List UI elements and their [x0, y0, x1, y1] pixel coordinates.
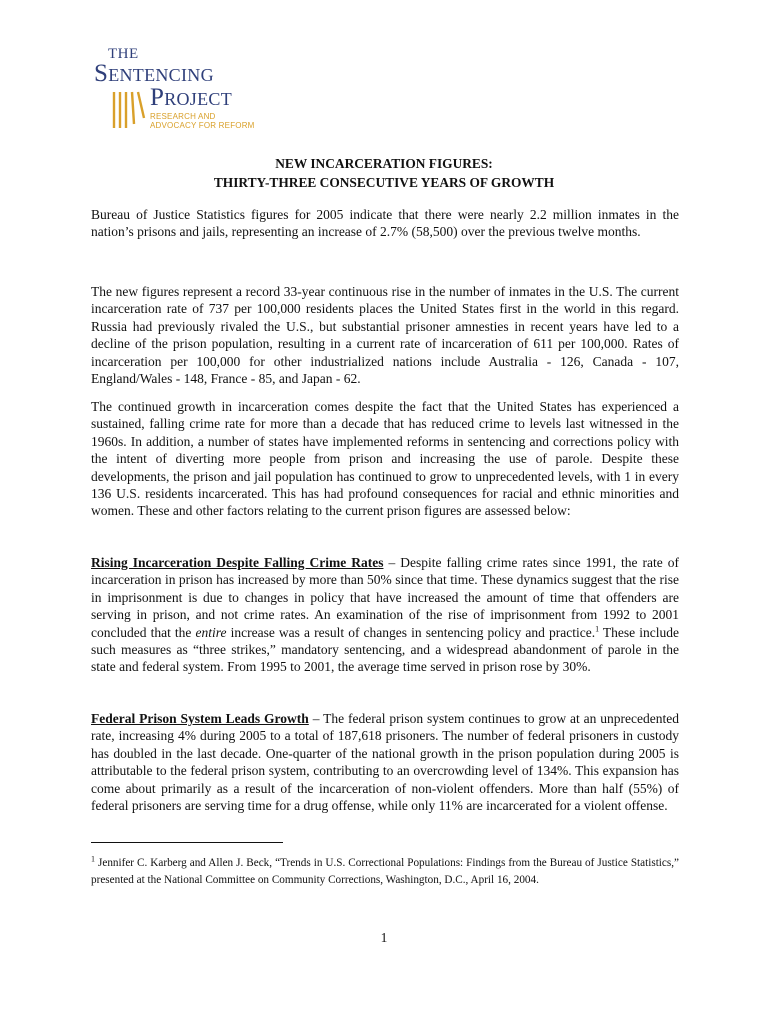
sentencing-project-logo [94, 44, 274, 134]
logo-tagline-line-1: RESEARCH AND [150, 112, 216, 121]
paragraph-rising-incarceration [91, 554, 679, 676]
section-heading-rising-incarceration: Rising Incarceration Despite Falling Crime Rates [91, 555, 384, 570]
footnote-reference: 1 [595, 624, 600, 634]
page-number: 1 [380, 930, 388, 945]
logo-project: Project [150, 84, 233, 111]
section-heading-federal-prison: Federal Prison System Leads Growth [91, 711, 309, 726]
paragraph-continued-growth: The continued growth in incarceration comes despite the fact that the United States has experienced a sustained, falling crime rate for more than a decade that has reduced crime to levels last witnessed in the 1960s. In addition, a number of states have implemented reforms in sentencing and corrections policy with the intent of diverting more people from prison and increasing the use of parole. Despite these developments, the prison and jail population has continued to grow to unprecedented levels, with 1 in every 136 U.S. residents incarcerated. This has had profound consequences for racial and ethnic minorities and women. These and other factors relating to the current prison figures are assessed below: [91, 399, 679, 519]
paragraph-federal-prison [91, 710, 679, 814]
document-title-line-2: THIRTY-THREE CONSECUTIVE YEARS OF GROWTH [213, 175, 555, 190]
footnote-number: 1 [91, 854, 95, 864]
emphasis-text: entire [195, 624, 227, 640]
logo-tagline [150, 112, 255, 130]
prison-bars-icon [110, 90, 146, 132]
logo-the: THE [108, 46, 139, 62]
footnote-text: Jennifer C. Karberg and Allen J. Beck, “Trends in U.S. Correctional Populations: Findings from the Bureau of Justice Statistics,” presented at the National Committee on Community Corrections, Washington, D.C., April 16, 2004. [91, 857, 679, 886]
paragraph-bjs-figures: Bureau of Justice Statistics figures for 2005 indicate that there were nearly 2.2 million inmates in the nation’s prisons and jails, representing an increase of 2.7% (58,500) over the previous twelve months. [91, 207, 679, 240]
logo-sentencing: Sentencing [94, 60, 214, 87]
paragraph-text: – The federal prison system continues to grow at an unprecedented rate, increasing 4% during 2005 to a total of 187,618 prisoners. The number of federal prisoners in custody has doubled in the last decade. One-quarter of the national growth in the prison population during 2005 is attributable to the federal prison system, contributing to an overcrowding level of 134%. This expansion has come about primarily as a result of the incarceration of non-violent offenders. More than half (55%) of federal prisoners are serving time for a drug offense, while only 11% are incarcerated for a violent offense. [91, 711, 679, 814]
paragraph-incarceration-rate: The new figures represent a record 33-year continuous rise in the number of inmates in the U.S. The current incarceration rate of 737 per 100,000 residents places the United States first in the world in this regard. Russia had previously rivaled the U.S., but substantial prisoner amnesties in recent years have led to a decline of the prison population, resulting in a current rate of incarceration of 611 per 100,000. Rates of incarceration per 100,000 for other industrialized nations include Australia - 126, Canada - 107, England/Wales - 148, France - 85, and Japan - 62. [91, 284, 679, 387]
document-title-line-1: NEW INCARCERATION FIGURES: [275, 156, 493, 171]
logo-tagline-line-2: ADVOCACY FOR REFORM [150, 121, 255, 130]
footnote-divider [91, 842, 283, 843]
paragraph-text: increase was a result of changes in sentencing policy and practice. [226, 624, 596, 640]
paragraph-text: – Despite falling crime rates since 1991, the rate of incarceration in prison has increased by more than 50% since that time. These dynamics suggest that the rise in imprisonment is due to changes in policy that have increased the amount of time that offenders are serving in prison, and not crime rates. An examination of the rise of imprisonment from 1992 to 2001 concluded that the [91, 555, 679, 640]
footnote [91, 855, 679, 888]
paragraph-text: These include such measures as “three strikes,” mandatory sentencing, and a widespread abandonment of parole in the state and federal system. From 1995 to 2001, the average time served in prison rose by 30%. [91, 624, 679, 675]
